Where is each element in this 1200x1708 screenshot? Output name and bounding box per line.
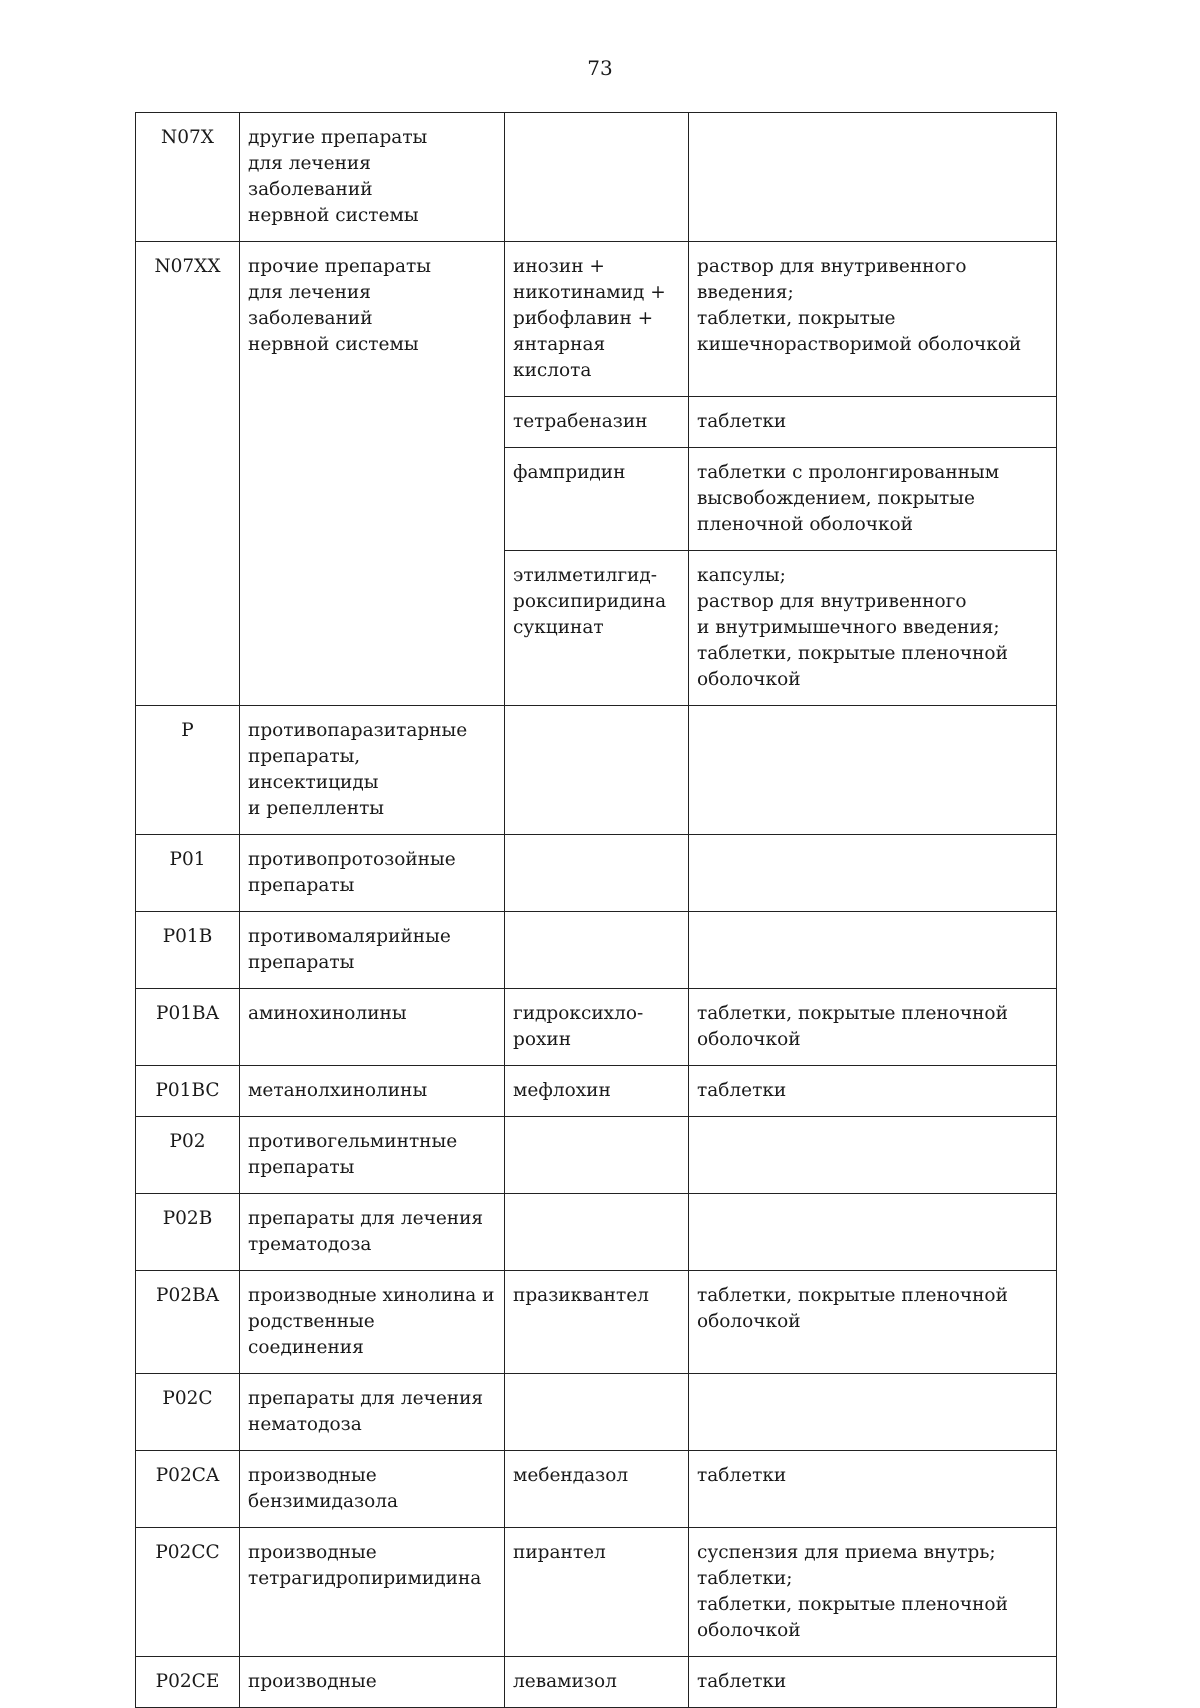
drug-name: этилметилгид- роксипиридина сукцинат [505,551,689,706]
dosage-form: таблетки [689,1451,1057,1528]
dosage-form: капсулы; раствор для внутривенного и внутримышечного введения; таблетки, покрытые пленочной оболочкой [689,551,1057,706]
table-row [136,1528,1057,1657]
atc-code: N07XX [136,242,240,706]
atc-code: P02 [136,1117,240,1194]
group-name: другие препараты для лечения заболеваний нервной системы [240,113,505,242]
group-name: производные бензимидазола [240,1451,505,1528]
table-row [136,989,1057,1066]
group-name: препараты для лечения нематодоза [240,1374,505,1451]
dosage-form: таблетки с пролонгированным высвобождением, покрытые пленочной оболочкой [689,448,1057,551]
atc-code: P01BA [136,989,240,1066]
drug-name: левамизол [505,1657,689,1708]
dosage-form [689,912,1057,989]
table-row [136,835,1057,912]
dosage-form [689,113,1057,242]
drug-name: мефлохин [505,1066,689,1117]
drug-name: празиквантел [505,1271,689,1374]
dosage-form: таблетки [689,397,1057,448]
group-name: противопротозойные препараты [240,835,505,912]
dosage-form: таблетки, покрытые пленочной оболочкой [689,989,1057,1066]
table-row [136,1066,1057,1117]
dosage-form: раствор для внутривенного введения; таблетки, покрытые кишечнорастворимой оболочкой [689,242,1057,397]
group-name: противопаразитарные препараты, инсектициды и репелленты [240,706,505,835]
drug-name: фампридин [505,448,689,551]
atc-code: P02BA [136,1271,240,1374]
drug-name [505,706,689,835]
atc-code: P02B [136,1194,240,1271]
drug-name: инозин + никотинамид + рибофлавин + янтарная кислота [505,242,689,397]
dosage-form: суспензия для приема внутрь; таблетки; таблетки, покрытые пленочной оболочкой [689,1528,1057,1657]
drug-name [505,912,689,989]
table-row [136,706,1057,835]
table-row [136,1451,1057,1528]
table-row [136,1374,1057,1451]
group-name: прочие препараты для лечения заболеваний нервной системы [240,242,505,706]
atc-code: P01B [136,912,240,989]
drug-name: тетрабеназин [505,397,689,448]
dosage-form [689,1194,1057,1271]
table-row [136,1194,1057,1271]
table-row [136,1271,1057,1374]
atc-code: P02CA [136,1451,240,1528]
drug-name: мебендазол [505,1451,689,1528]
group-name: производные тетрагидропиримидина [240,1528,505,1657]
group-name: метанолхинолины [240,1066,505,1117]
dosage-form [689,1117,1057,1194]
drug-name: гидроксихло- рохин [505,989,689,1066]
dosage-form [689,835,1057,912]
dosage-form [689,706,1057,835]
group-name: производные хинолина и родственные соединения [240,1271,505,1374]
atc-code: P02CC [136,1528,240,1657]
table-row [136,1117,1057,1194]
group-name: производные [240,1657,505,1708]
dosage-form [689,1374,1057,1451]
dosage-form: таблетки, покрытые пленочной оболочкой [689,1271,1057,1374]
group-name: противомалярийные препараты [240,912,505,989]
dosage-form: таблетки [689,1066,1057,1117]
atc-code: N07X [136,113,240,242]
page-number: 73 [587,56,613,80]
table-row [136,912,1057,989]
atc-code: P [136,706,240,835]
dosage-form: таблетки [689,1657,1057,1708]
drug-name: пирантел [505,1528,689,1657]
group-name: аминохинолины [240,989,505,1066]
table-row [136,1657,1057,1708]
atc-code: P02CE [136,1657,240,1708]
table-row [136,113,1057,242]
drug-name [505,1194,689,1271]
drug-name [505,113,689,242]
atc-code: P01BC [136,1066,240,1117]
drug-name [505,835,689,912]
drug-table [135,112,1057,1708]
atc-code: P01 [136,835,240,912]
drug-name [505,1374,689,1451]
table-row [136,242,1057,397]
group-name: препараты для лечения трематодоза [240,1194,505,1271]
drug-name [505,1117,689,1194]
group-name: противогельминтные препараты [240,1117,505,1194]
atc-code: P02C [136,1374,240,1451]
